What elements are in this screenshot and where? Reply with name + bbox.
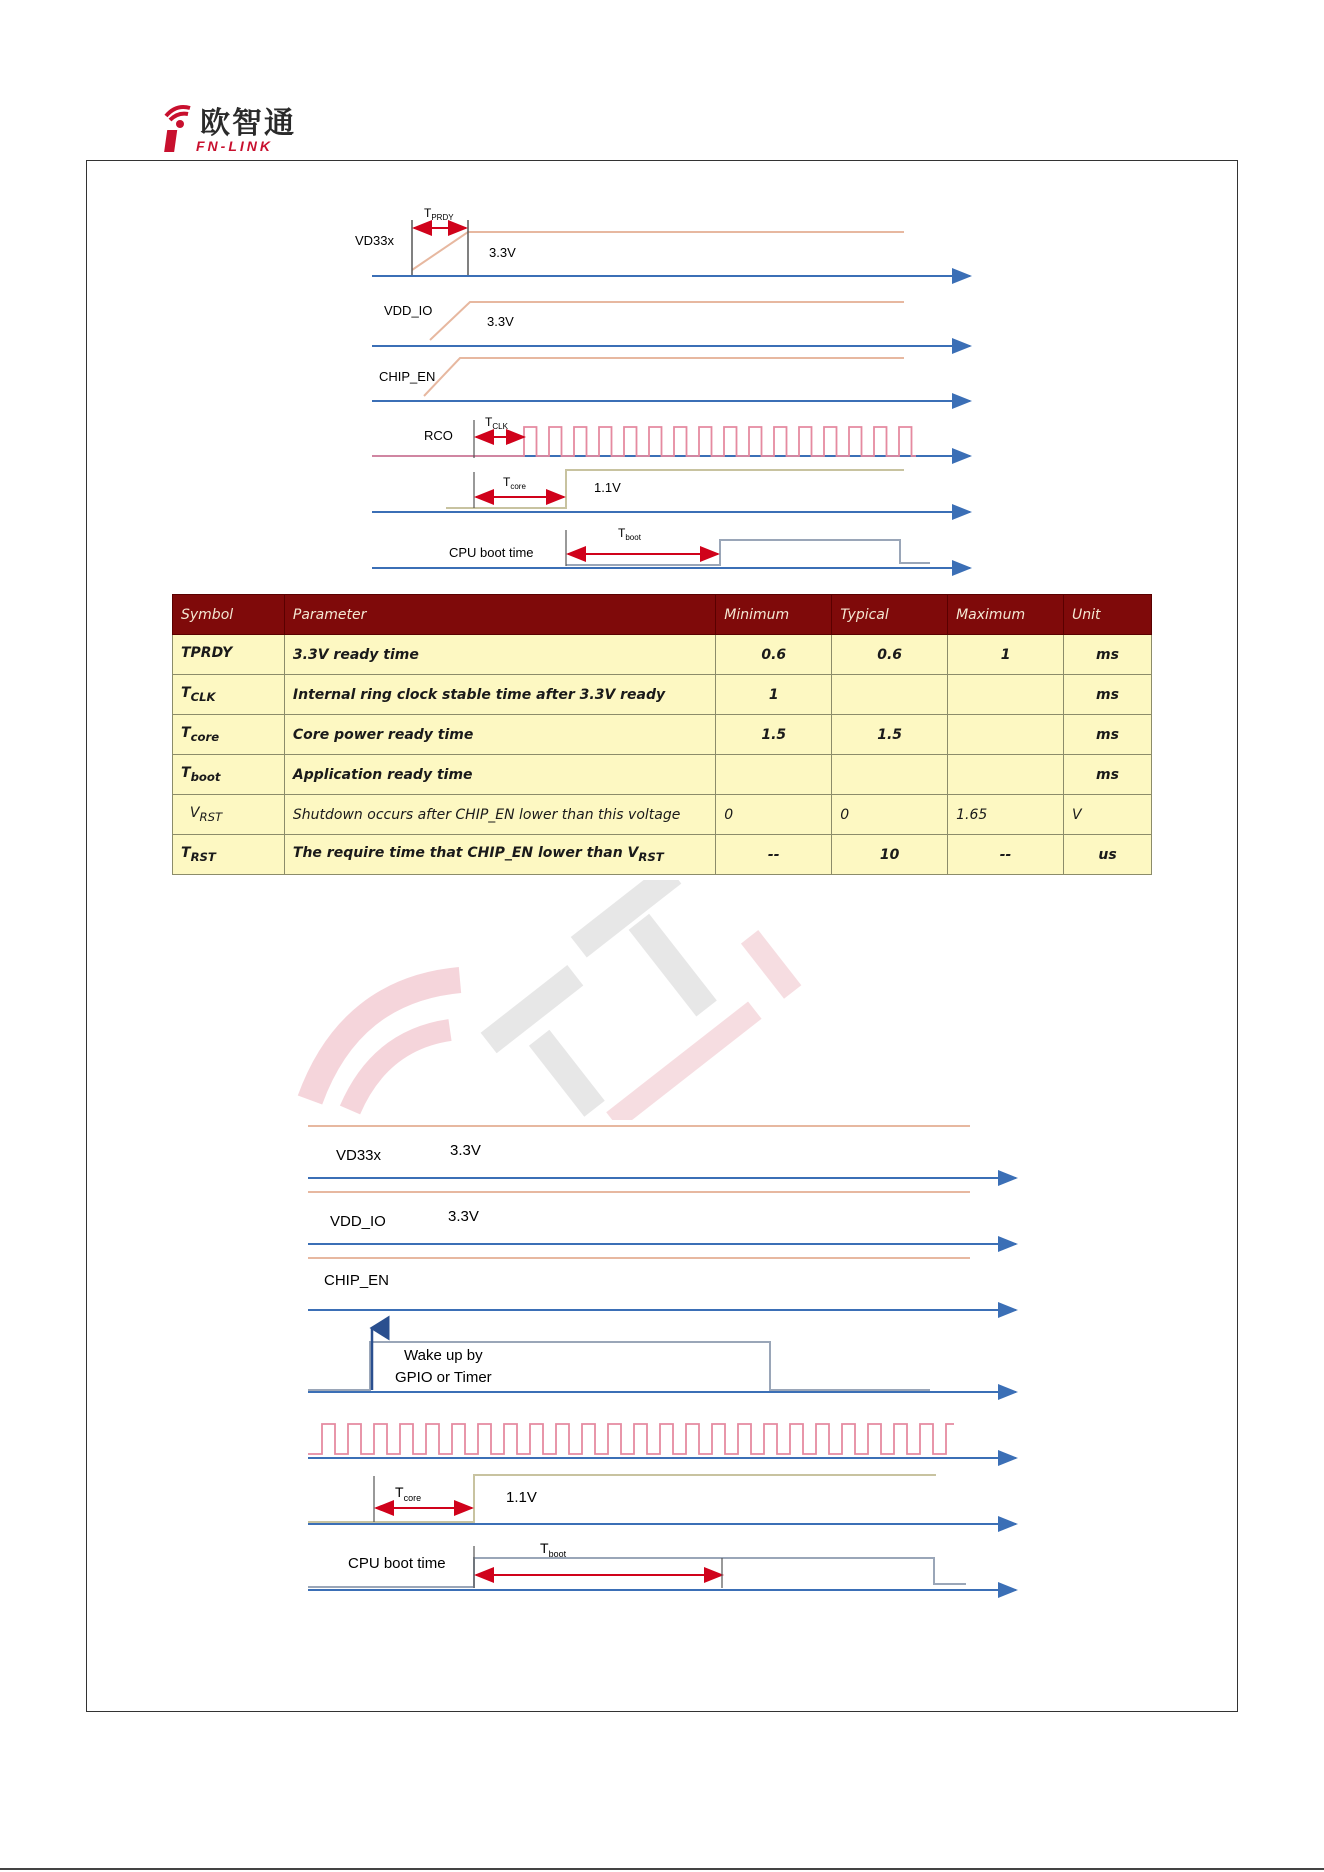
wakeup-label-line1: Wake up by: [404, 1347, 483, 1364]
cell-minimum: 1: [716, 675, 832, 715]
cell-maximum: 1.65: [948, 795, 1064, 835]
clock-signal: [308, 1424, 954, 1454]
cell-parameter: Core power ready time: [284, 715, 715, 755]
fn-link-watermark: [290, 880, 930, 1120]
cell-parameter: Shutdown occurs after CHIP_EN lower than this voltage: [284, 795, 715, 835]
cell-symbol: $T_{core}$: [173, 715, 285, 755]
header-minimum: Minimum: [716, 595, 832, 635]
cell-unit: ms: [1064, 635, 1152, 675]
cell-symbol: $T_{RST}$: [173, 835, 285, 875]
cell-parameter: Internal ring clock stable time after 3.3V ready: [284, 675, 715, 715]
logo-english-name: FN-LINK: [196, 138, 273, 154]
header-parameter: Parameter: [284, 595, 715, 635]
chip-en-label: CHIP_EN: [324, 1272, 390, 1289]
wakeup-timing-diagram: [0, 1110, 1324, 1610]
wakeup-label-line2: GPIO or Timer: [395, 1369, 492, 1386]
cell-minimum: --: [716, 835, 832, 875]
cell-unit: V: [1064, 795, 1152, 835]
cell-unit: us: [1064, 835, 1152, 875]
core-voltage: 1.1V: [594, 480, 621, 495]
chip-en-signal: [424, 358, 904, 396]
cell-symbol: $V_{RST}$: [173, 795, 285, 835]
cell-maximum: [948, 755, 1064, 795]
t-boot-label: $T_{boot}$: [540, 1540, 567, 1559]
chip-en-label: CHIP_EN: [379, 369, 436, 384]
vd33x-label: VD33x: [355, 233, 395, 248]
header-unit: Unit: [1064, 595, 1152, 635]
cell-unit: ms: [1064, 675, 1152, 715]
cpu-boot-signal: [566, 540, 930, 565]
table-row: [173, 675, 1152, 715]
cell-parameter: 3.3V ready time: [284, 635, 715, 675]
cell-unit: ms: [1064, 755, 1152, 795]
cell-symbol: $T_{boot}$: [173, 755, 285, 795]
cell-typical: 0: [832, 795, 948, 835]
cell-typical: [832, 755, 948, 795]
vd33x-label: VD33x: [336, 1147, 382, 1164]
table-row: [173, 755, 1152, 795]
t-core-label: $T_{core}$: [395, 1484, 422, 1503]
cell-maximum: [948, 675, 1064, 715]
t-clk-label: $T_{CLK}$: [485, 415, 508, 431]
table-row: [173, 635, 1152, 675]
power-timing-table: [172, 594, 1152, 875]
cell-typical: 10: [832, 835, 948, 875]
cell-typical: [832, 675, 948, 715]
cell-minimum: 0.6: [716, 635, 832, 675]
cell-maximum: [948, 715, 1064, 755]
cell-symbol: TPRDY: [173, 635, 285, 675]
core-voltage: 1.1V: [506, 1489, 537, 1506]
cpu-boot-label: CPU boot time: [449, 545, 534, 560]
rco-label: RCO: [424, 428, 453, 443]
table-row: [173, 795, 1152, 835]
vdd-io-label: VDD_IO: [330, 1213, 386, 1230]
vdd-io-voltage: 3.3V: [487, 314, 514, 329]
t-prdy-label: $T_{PRDY}$: [424, 206, 454, 222]
t-boot-label: $T_{boot}$: [618, 526, 641, 542]
table-row: [173, 835, 1152, 875]
vd33x-signal: [412, 232, 904, 270]
cell-minimum: 1.5: [716, 715, 832, 755]
vd33x-voltage: 3.3V: [489, 245, 516, 260]
header-symbol: Symbol: [173, 595, 285, 635]
cell-typical: 0.6: [832, 635, 948, 675]
vdd-io-voltage: 3.3V: [448, 1208, 479, 1225]
cell-minimum: 0: [716, 795, 832, 835]
cell-symbol: $T_{CLK}$: [173, 675, 285, 715]
cell-parameter: The require time that CHIP_EN lower than $V_{RST}$: [284, 835, 715, 875]
cpu-boot-label: CPU boot time: [348, 1555, 446, 1572]
power-on-timing-diagram: [0, 0, 1324, 590]
timeline-axes: [372, 276, 970, 568]
rco-clock-signal: [372, 427, 916, 456]
vdd-io-label: VDD_IO: [384, 303, 433, 318]
cell-unit: ms: [1064, 715, 1152, 755]
cell-typical: 1.5: [832, 715, 948, 755]
cell-minimum: [716, 755, 832, 795]
bottom-rule: [0, 1868, 1324, 1870]
logo-chinese-name: 欧智通: [200, 106, 296, 141]
header-maximum: Maximum: [948, 595, 1064, 635]
cell-maximum: --: [948, 835, 1064, 875]
table-row: [173, 715, 1152, 755]
vd33x-voltage: 3.3V: [450, 1142, 481, 1159]
cell-parameter: Application ready time: [284, 755, 715, 795]
table-header-row: [173, 595, 1152, 635]
cell-maximum: 1: [948, 635, 1064, 675]
header-typical: Typical: [832, 595, 948, 635]
t-core-label: $T_{core}$: [503, 475, 526, 491]
